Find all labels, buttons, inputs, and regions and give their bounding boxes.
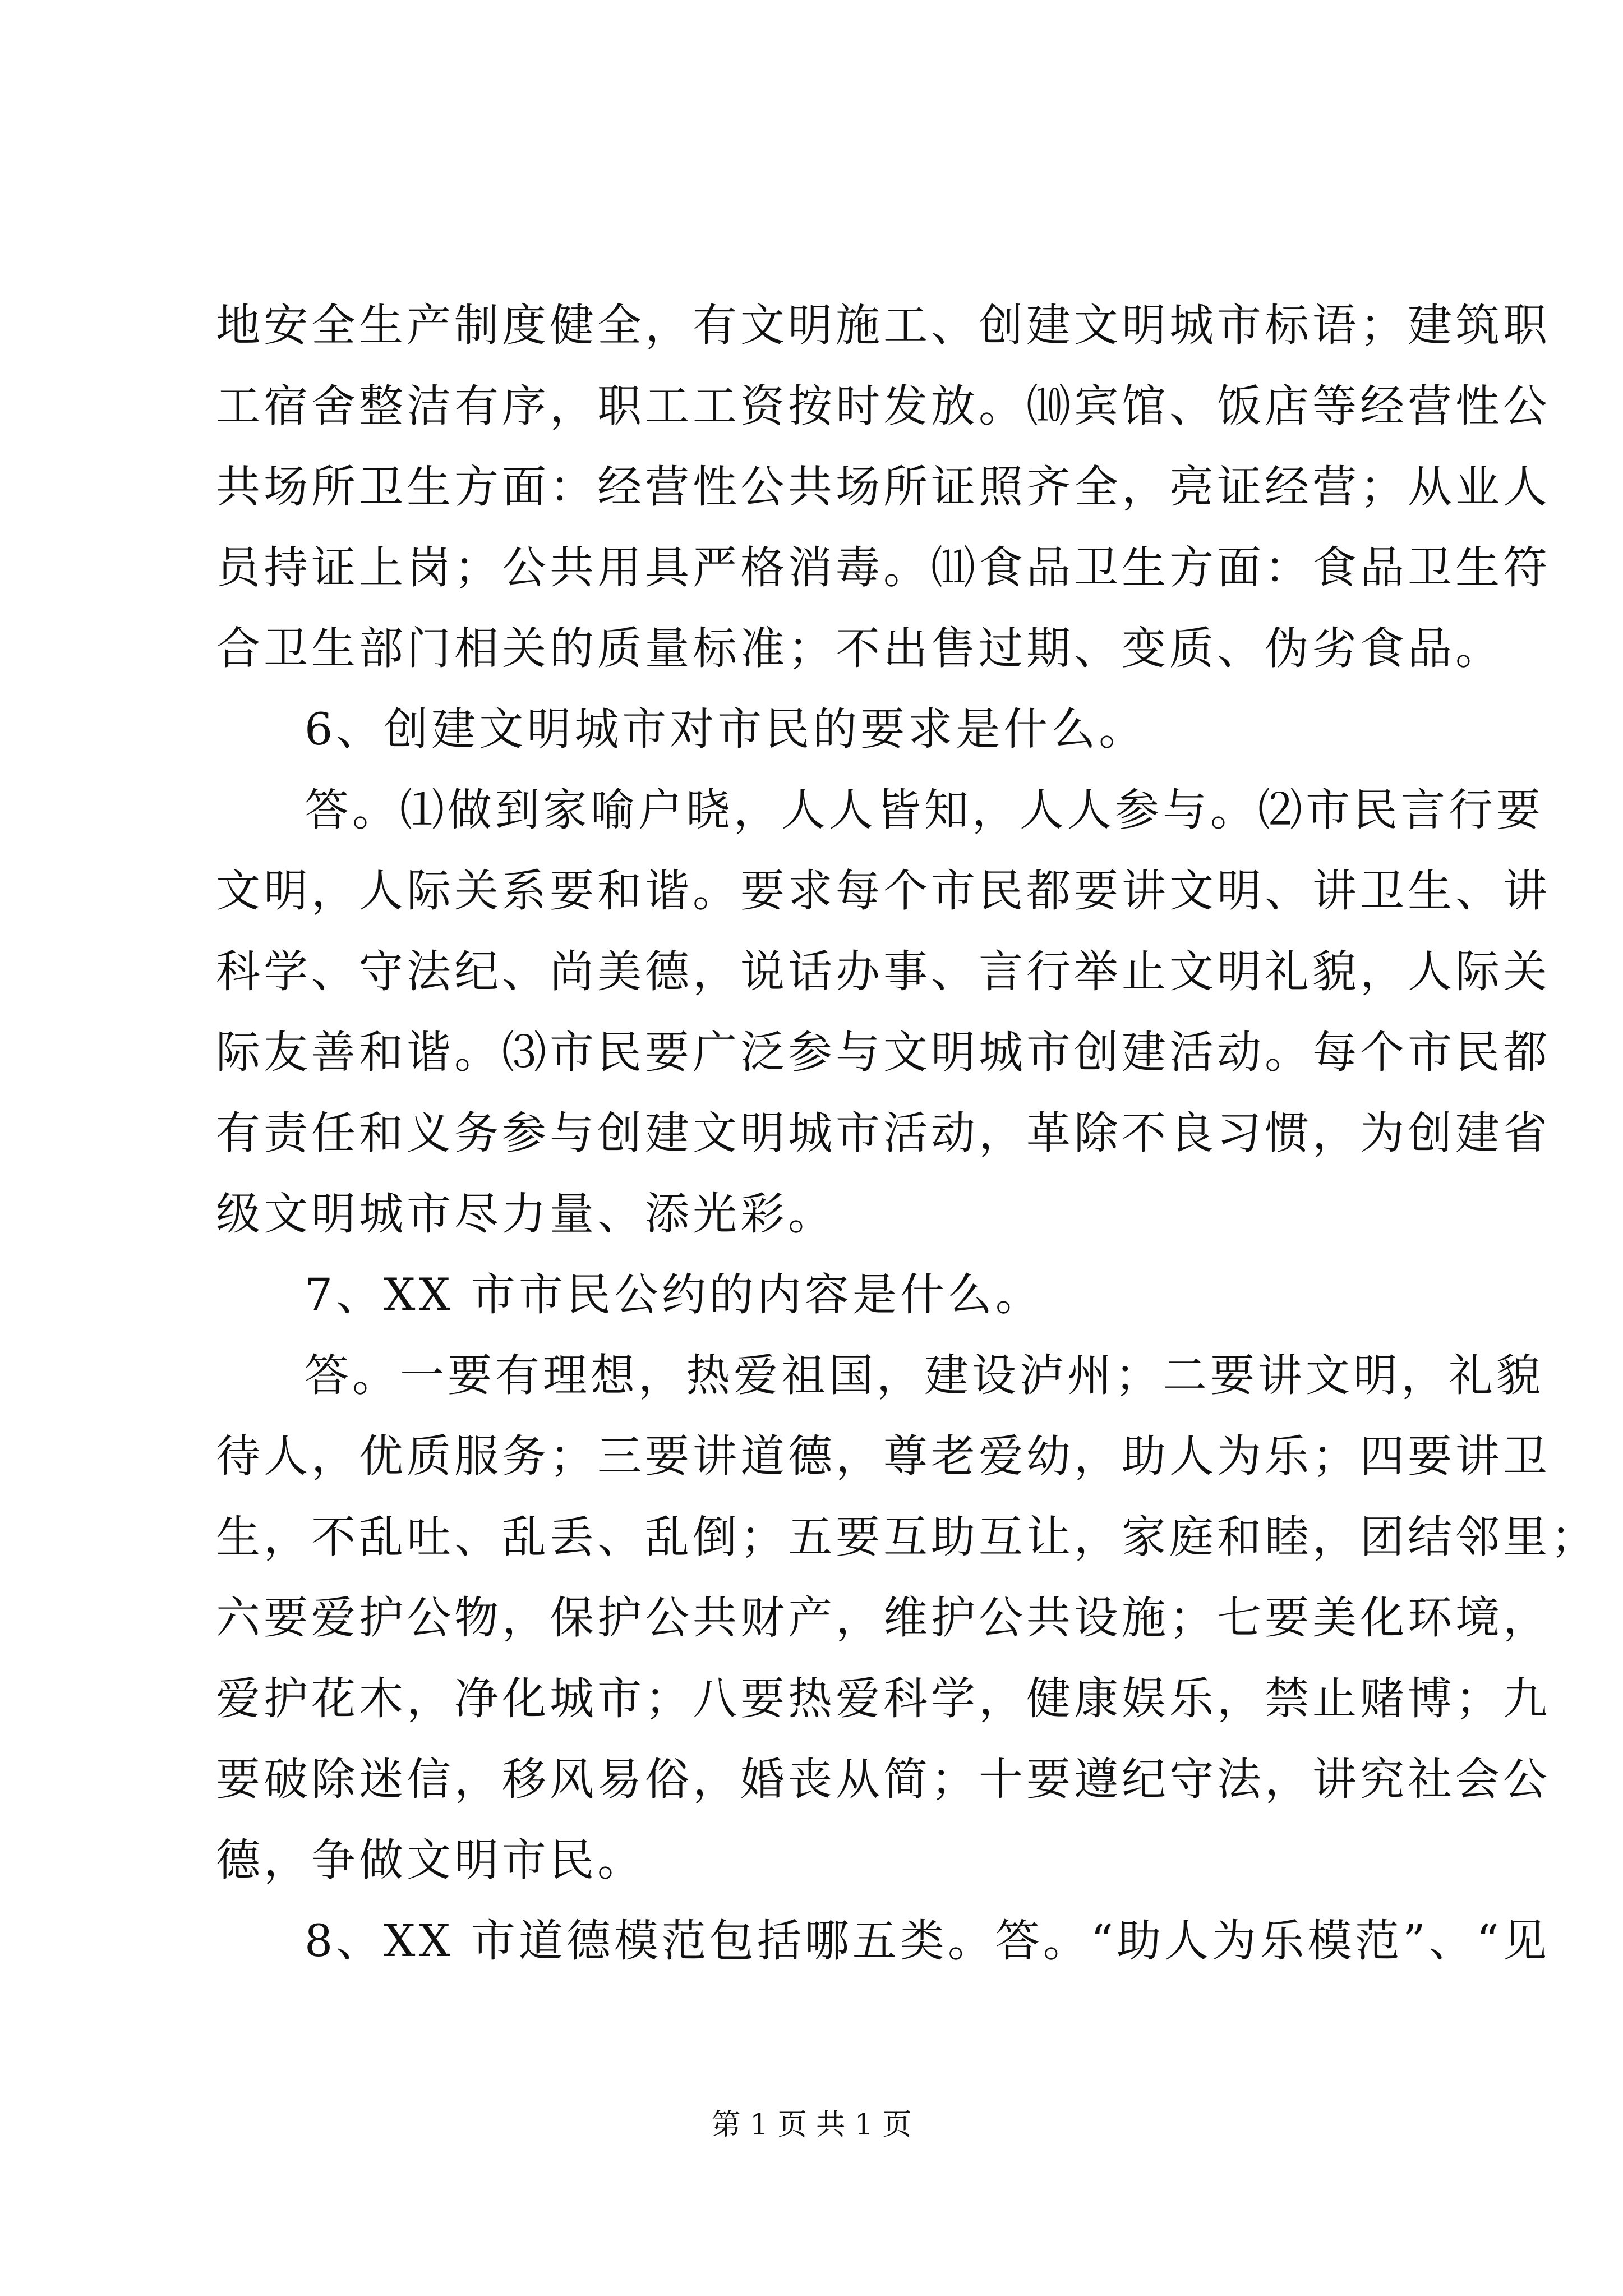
text-line: 际友善和谐。⑶市民要广泛参与文明城市创建活动。每个市民都 [216, 1027, 1551, 1078]
text-line: 级文明城市尽力量、添光彩。 [216, 1188, 836, 1240]
text-line: 生，不乱吐、乱丢、乱倒；五要互助互让，家庭和睦，团结邻里； [216, 1511, 1598, 1563]
text-line: 工宿舍整洁有序，职工工资按时发放。⑽宾馆、饭店等经营性公 [216, 380, 1551, 432]
text-line: 要破除迷信，移风易俗，婚丧从简；十要遵纪守法，讲究社会公 [216, 1754, 1551, 1805]
text-line: 地安全生产制度健全，有文明施工、创建文明城市标语；建筑职 [216, 300, 1551, 351]
text-line: 文明，人际关系要和谐。要求每个市民都要讲文明、讲卫生、讲 [216, 865, 1551, 917]
text-line: 待人，优质服务；三要讲道德，尊老爱幼，助人为乐；四要讲卫 [216, 1430, 1551, 1482]
text-line: 六要爱护公物，保护公共财产，维护公共设施；七要美化环境， [216, 1592, 1551, 1644]
text-line: 爱护花木，净化城市；八要热爱科学，健康娱乐，禁止赌博；九 [216, 1673, 1551, 1724]
page-footer: 第 1 页 共 1 页 [711, 2108, 912, 2142]
text-line: 员持证上岗；公共用具严格消毒。⑾食品卫生方面：食品卫生符 [216, 542, 1551, 593]
text-line: 合卫生部门相关的质量标准；不出售过期、变质、伪劣食品。 [216, 623, 1503, 674]
answer-start-line: 答。一要有理想，热爱祖国，建设泸州；二要讲文明，礼貌 [305, 1350, 1544, 1401]
text-line: 科学、守法纪、尚美德，说话办事、言行举止文明礼貌，人际关 [216, 946, 1551, 997]
question-heading: 8、XX 市道德模范包括哪五类。答。“助人为乐模范”、“见 [305, 1915, 1551, 1967]
question-heading: 6、创建文明城市对市民的要求是什么。 [305, 703, 1147, 755]
text-line: 共场所卫生方面：经营性公共场所证照齐全，亮证经营；从业人 [216, 461, 1551, 513]
question-heading: 7、XX 市市民公约的内容是什么。 [305, 1269, 1043, 1320]
text-line: 有责任和义务参与创建文明城市活动，革除不良习惯，为创建省 [216, 1107, 1551, 1159]
answer-start-line: 答。⑴做到家喻户晓，人人皆知，人人参与。⑵市民言行要 [305, 784, 1544, 836]
text-line: 德，争做文明市民。 [216, 1834, 645, 1886]
